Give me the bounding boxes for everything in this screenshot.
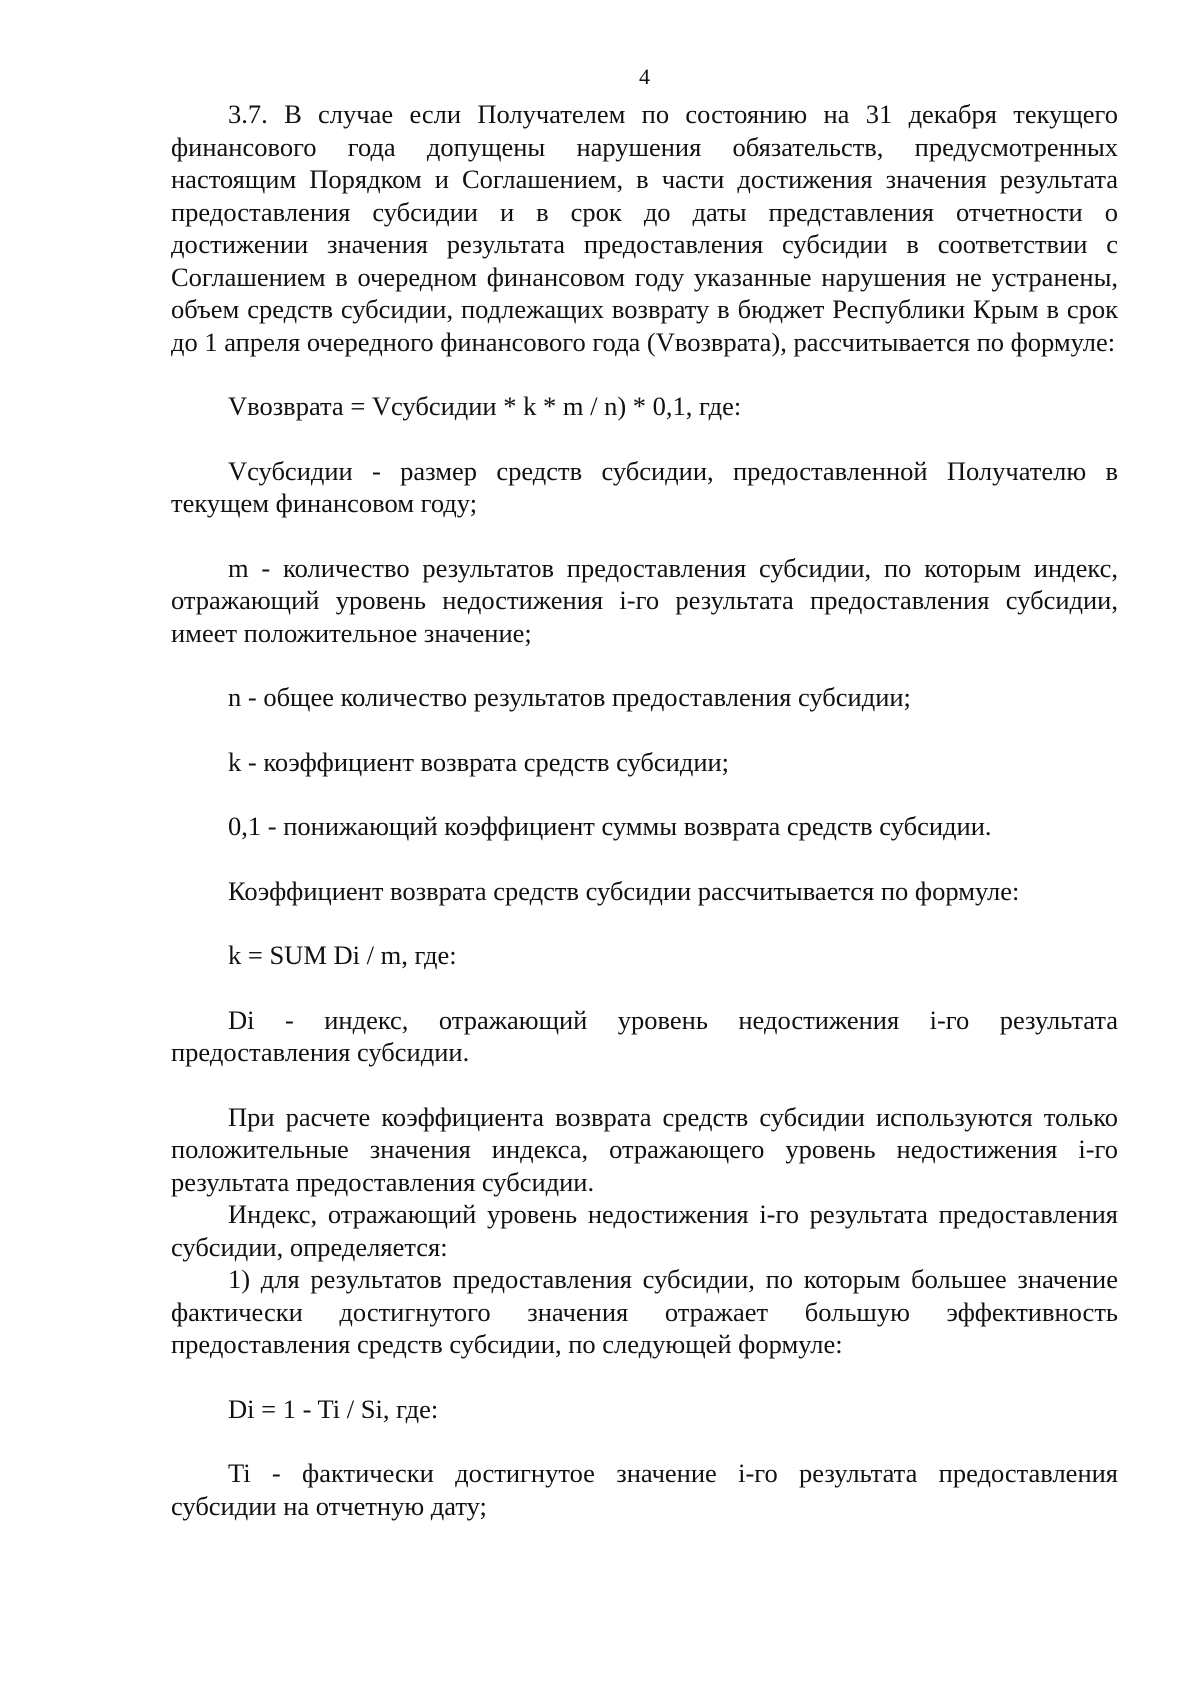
formula-v-return: Vвозврата = Vсубсидии * k * m / n) * 0,1, где: bbox=[228, 391, 742, 421]
definition-v-subsidy: Vсубсидии - размер средств субсидии, предоставленной Получателю в текущем финансовом году; bbox=[171, 455, 1118, 518]
coefficient-intro: Коэффициент возврата средств субсидии рассчитывается по формуле: bbox=[228, 875, 1020, 906]
page-number: 4 bbox=[639, 64, 650, 89]
definition-n: n - общее количество результатов предоставления субсидии; bbox=[228, 682, 911, 712]
definition-reduction-coefficient: 0,1 - понижающий коэффициент суммы возврата средств субсидии. bbox=[228, 811, 992, 841]
definition-ti: Ti - фактически достигнутое значение i-го результата предоставления субсидии на отчетную дату; bbox=[171, 1458, 1118, 1521]
definition-k: k - коэффициент возврата средств субсидии; bbox=[228, 746, 730, 777]
document-body bbox=[171, 98, 1118, 1522]
definition-m: m - количество результатов предоставления субсидии, по которым индекс, отражающий уровень недостижения i-го результата предоставления субсидии, имеет положительное значение; bbox=[171, 552, 1118, 648]
formula-k: k = SUM Di / m, где: bbox=[228, 940, 457, 970]
paragraph-3-7: 3.7. В случае если Получателем по состоянию на 31 декабря текущего финансового года допущены нарушения обязательств, предусмотренных настоящим Порядком и Соглашением, в части достижения значения результата предоставления субсидии и в срок до даты представления отчетности о достижении значения результата предоставления субсидии в соответствии с Соглашением в очередном финансовом году указанные нарушения не устранены, объем средств субсидии, подлежащих возврату в бюджет Республики Крым в срок до 1 апреля очередного финансового года (Vвозврата), рассчитывается по формуле: bbox=[171, 99, 1118, 357]
definition-di: Di - индекс, отражающий уровень недостижения i-го результата предоставления субсидии. bbox=[171, 1004, 1118, 1067]
index-determination: Индекс, отражающий уровень недостижения i-го результата предоставления субсидии, определяется: bbox=[171, 1199, 1118, 1262]
list-item-1: 1) для результатов предоставления субсидии, по которым большее значение фактически достигнутого значения отражает большую эффективность предоставления средств субсидии, по следующей формуле: bbox=[171, 1264, 1118, 1359]
positive-values-note: При расчете коэффициента возврата средств субсидии используются только положительные значения индекса, отражающего уровень недостижения i-го результата предоставления субсидии. bbox=[171, 1101, 1118, 1197]
formula-di: Di = 1 - Ti / Si, где: bbox=[228, 1393, 439, 1424]
